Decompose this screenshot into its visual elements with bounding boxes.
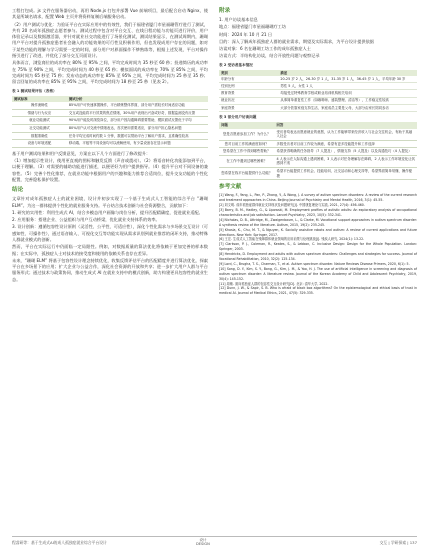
paragraph: 基于用户测试结果和用户反馈意见，方案在以下几个方面进行了修改提升：	[12, 150, 151, 156]
paragraph: 文章针对成年孤独症人士的就业困境，设计并初步实现了一个基于生成式人工智能的综合平台 “珊瑚 ELM”。为这一群体提供个性化的就业服务支持。平台结合技术创新与社会资源整合，贡献如下：	[12, 196, 208, 208]
table-header-cell: 回答	[274, 122, 417, 129]
table-caption: 表 3 部分用户访谈问题	[219, 114, 257, 119]
test-results-table	[12, 96, 208, 148]
table-row	[219, 83, 417, 90]
section-heading-appendix: 附录	[219, 8, 231, 14]
table-cell: 数据准确性	[12, 132, 67, 140]
appendix-line: 时间：2024 年 10 月 21 日	[219, 31, 273, 37]
paragraph: 具体而言，浏览商位的成功率在 80% 至 95% 之间，平均完成时间为 35 秒至 60 秒；投递简历的成功率在 75% 至 90% 之间，平均完成时间为 40 秒至 65 秒；模拟面试的成功率在 70% 至 85% 之间，平均完成时间为 65 秒至 75 秒；发布动态的成功率在 85% 至 95% 之间，平均完成时间为 25 秒至 35 秒；留言回复的成功率在 85% 至 95% 之间，平均完成时间为 18 秒至 25 秒（见表 2）。	[12, 60, 208, 85]
footer-logo-text: 设计	[199, 538, 207, 542]
table-cell: 大部分依靠家庭支持生活，家庭成员主要是父母，大部分由家长陪同参访	[278, 104, 417, 111]
reference-item: [10] Song, D. Y., Kim, S. Y., Bong, G., Kim, J. M., & Yoo, H. J. The use of artificial intelligence in screening and diagnosis of autism spectrum disorder: A literature review. Journal of the Korean Academy of Child and Adolescent Psychiatry, 2019, 30(4): 145-152.	[219, 266, 417, 281]
table-cell: 多数受访者对目前工作较为满意，希望有更多技能提升和工作选择	[274, 140, 417, 148]
table-cell: 在工作中遇到过哪些困难？	[219, 155, 274, 167]
appendix-line: 地点：福建省厦门市星福珊瑚疗工坊	[219, 24, 287, 30]
table-cell: 您是否愿意参加工作？为什么？	[219, 129, 274, 141]
table-row	[12, 124, 208, 132]
table-header-cell: 测试分析	[67, 96, 208, 103]
table-row	[219, 97, 417, 104]
paragraph: 2. 应用服务：搭建企业、公益组织与用户互动桥梁，优化就业支持体系的效率。	[12, 217, 160, 223]
table-caption: 表 1 测试结果评估（表格）	[12, 88, 57, 93]
table-row	[12, 140, 208, 148]
reference-item: [6] 王宏. 生成式人工智能在残障群体就业领域的应用前景与伦理挑战[J]. 残疾人研究, 2024(1): 13-22.	[219, 237, 365, 242]
table-row	[12, 109, 208, 117]
table-row	[219, 90, 417, 97]
appendix-line: 目的：深入了解成年孤独症人群的就业需求，期望及实际需求，为平台设计提供依据	[219, 38, 374, 44]
table-cell: 家庭背景	[219, 104, 278, 111]
table-row	[219, 168, 417, 180]
respondent-info-table	[219, 70, 417, 112]
table-cell: 4 人表示在人际沟通上遇到困难，3 人表示对任务理解存在障碍，2 人表示工作环境变化让其感到不适	[274, 155, 417, 167]
right-column	[219, 8, 417, 296]
table-header-cell: 描述	[278, 70, 417, 76]
table-cell: 操作流畅性	[12, 102, 67, 109]
table-cell: 您对目前工作的满意度如何？	[219, 140, 274, 148]
paragraph: （2）用户测试与优化：为验证平台在实际应用中的有效性，我们于福建省厦门市星福珊管疗进行了测试，共有 20 名成年孤独症志愿者参与。测试过程中包含对平台交互、在线日程功能与功能页进行评价，用户体验记录以及数据激活器，并针对就业社交功能进行了场景化测试，测试结果显示，在测试周期内，珊瑚用户平台对提升孤独症患者社会融入的功能效果的可行性及积极作用，但也发现成用户存在的问题，如对于某些功能的理解与学习需要一定的时间，部分用户对界面操作不够熟练等，根据上述发现，平台对操作指引进行了改进，并优化了部分交互页面设计。	[12, 21, 208, 59]
footer-logo-subtext: DESIGN	[196, 542, 210, 547]
paragraph: 3. 设计创新：遵循包容性设计原则（灵活性、公平性、可适应性），深化个性化需求与多场景交互设计（可感知性、可操作性），通过语音输入、可视化交互等功能实现从需求识别到就业推荐的闭环支持，推动特殊人群就业模式的创新。	[12, 224, 208, 242]
reference-item: [12] Dunn, J. W., & Sapir, S. B. Who is afraid of black box algorithms? On the epistemological and ethical basis of trust in medical AI. Journal of Medical Ethics, 2021, 47(5): 329-335.	[219, 286, 417, 296]
section-heading-references: 参考文献	[219, 184, 242, 191]
table-cell: 受访者均表达出愿意就业的意愿，认为工作能够带来经济收入与社会交往机会，有助于其融入社会	[274, 129, 417, 141]
table-row	[12, 117, 208, 125]
interview-questions-table	[219, 122, 417, 180]
paragraph: （1）增加提示性设计，使用更直观的图标和触发反馈（声音或震动）。（2）将语音转化功能添加到平台，以便于理解。（3）对需要的辅助功能进行描述，以便更好为用户提供指导。（4）提升平台对不同设备的兼容性。（5）完善个性化推荐，在就业功能中根据用户的兴趣和能力推荐合适岗位，提升交友功能的个性化配置，完善隐私保护设置。	[12, 158, 208, 182]
table-row	[219, 148, 417, 156]
table-cell: 年龄分布	[219, 76, 278, 83]
table-cell: 交互或没能将平行效果的焦虑情绪，30%用户表现出兴奋或好奇，数据监测没有反馈	[67, 109, 208, 117]
table-row	[219, 76, 417, 83]
table-cell: 设备与环境适配	[12, 140, 67, 148]
appendix-line: 访谈对象：6 名在珊瑚工坊工作的成年孤独症人士	[219, 46, 311, 52]
reference-item: [4] Nicholas, D. B., Attridge, M., Zwaigenbaum, L., & Clarke, M. Vocational support approaches in autism spectrum disorder: A synthesis review of the literature. Autism, 2015, 19(2): 235-245.	[219, 217, 417, 227]
reference-item: [9] Lord, C., Brugha, T. S., Charman, T., et al. Autism spectrum disorder. Nature Reviews Disease Primers, 2020, 6(1): 5.	[219, 261, 410, 266]
table-cell: 您希望在线平台能提供什么功能？	[219, 168, 274, 180]
table-row	[219, 104, 417, 111]
table-cell: 男性 5 人，女性 1 人	[278, 83, 417, 90]
paragraph: 未来，“珊瑚 ELM” 将基于包容性设计理念持续优化，收集反馈评估平台的匹配精度并进行算法优化，探索平台在多场景下的应用；扩大企业与公益合作，深化社会资源的开放和共享；进一步扩大用户人群与平台服务形式；通过技术与政策协同，推动生成式 AI 在就业支持中的模式创新，助力构建更具包容性的就业生态。	[12, 257, 208, 282]
table-cell: 任务平均完成时间约数 1 分钟，数据可以帮助平台了解用户需求，且准确性较高	[67, 132, 208, 140]
table-cell: 社交功能测试	[12, 124, 67, 132]
table-row	[12, 132, 208, 140]
reference-item: [8] Hendricks, D. Employment and adults with autism spectrum disorders: Challenges and strategies for success. Journal of Vocational Rehabilitation, 2010, 32(2): 125-134.	[219, 252, 417, 262]
table-cell: 移动端、平板等不同设备均可以流畅使用，有少量设备存在显示问题	[67, 140, 208, 148]
table-header-cell: 问题	[219, 122, 274, 129]
reference-item: [5] Khosla, K., Chu, M. T., & Nguyen, K. Socially assistive robots and autism: A review of current applications and future directions. New York: Springer, 2017.	[219, 227, 417, 237]
table-row	[219, 129, 417, 141]
footer-journal-logo	[196, 538, 210, 546]
table-cell: 希望获得明确的任务指导（7 人提及），情绪支持（5 人提及）以及沟通技巧（4 人提及）	[274, 148, 417, 156]
table-header-cell: 测试标准	[12, 96, 67, 103]
table-cell: 就业功能测试	[12, 117, 67, 125]
table-row	[219, 155, 417, 167]
reference-item: [3] Barry, B. M., Hadley, G., & Lipowski, M. Employment profiles of autistic adults: An exploratory analysis of occupational characteristics and job satisfaction. Lancet Psychiatry, 2023, 10(5): 332-341.	[219, 207, 417, 217]
table-row	[219, 140, 417, 148]
footer-article-title: 程睿研等：基于生成式AI的成人孤独症就业综合平台设计	[12, 540, 107, 545]
reference-item: [11] 周敏. 面向孤独症人群的包容性交互设计研究[D]. 北京: 清华大学, 2022.	[219, 281, 329, 286]
table-cell: 85%用户可快速掌握操作，平台精炼整体界面，部分用户需较长时间适应功能	[67, 102, 208, 109]
page-footer	[12, 536, 417, 547]
table-cell: 教育背景	[219, 90, 278, 97]
reference-item: [2] 刘文明. 成年孤独症群体就业支持现状及问题研究[J]. 中国康复理论与实践, 2021, 27(4): 456-460.	[219, 203, 365, 208]
table-cell: 80%用户认可交流中情绪表达，首次使用需要适应，部分用户担心隐私问题	[67, 124, 208, 132]
table-cell: 您希望在工作中得到哪些帮助？	[219, 148, 274, 156]
paragraph: 工程打包成。js 文件在服务器启动，再用 Node.js 打包并部署 Vue 前端项目，最后配合启动 Nginx，使其是所域名请求，配置 Web 主页并将资料复制后端服务启动。	[12, 8, 208, 20]
table-caption: 表 2 受访者基本情况	[219, 62, 253, 67]
section-heading-conclusion: 结论	[12, 187, 24, 194]
table-cell: 从事简单重复性工作（如咖啡师、盛装整理、清洁等），工作稳定性较高	[278, 97, 417, 104]
footer-page-number: 交互 | 学研探索 | 137	[379, 540, 417, 545]
table-header-cell: 类别	[219, 70, 278, 76]
reference-item: [1] Wang, F., Yang, L., Pan, P., Zhang, Y., & Wang, J. A survey of autism spectrum disorders: A review of the current research and treatment approaches in China. Beijing Journal of Psychiatry and Mental Health, 2016, 3(1): 45-55.	[219, 193, 417, 203]
table-cell: 均接受过特殊教育学校或职业培训机构相关培训	[278, 90, 417, 97]
paragraph: 1. 研究的实用性：利用生成式 AI，结合多模态用户画像与岗位分析，提升匹配精确度，促进就业适配。	[12, 209, 203, 215]
table-cell: 就业状况	[219, 97, 278, 104]
table-cell: 90%用户能及时浏览岗位，部分用户因沟通障碍需要帮助，模拟面试反馈优于平均	[67, 117, 208, 125]
table-cell: 希望平台能提供工作机会、技能培训、社交活动和心理支持等，希望界面简单易懂、操作便捷	[274, 168, 417, 180]
reference-list	[219, 193, 417, 296]
reference-item: [7] Clarkson, P. J., Coleman, R., Keates, S., & Lebbon, C. Inclusive Design: Design for the Whole Population. London: Springer, 2003.	[219, 242, 417, 252]
left-column	[12, 8, 208, 284]
paragraph: 然而，平台在实际运行中仍面临一定局限性。例如，对数据质量的算法优化将依赖于更加完善的样本数据；在实际中，孤独症人士对技术的接受度和使用的依赖关系也存在差异。	[12, 244, 208, 256]
table-cell: 20-25 岁 2 人，26-30 岁 1 人，31-35 岁 1 人，36-45 岁 1 人，平均年龄 30 岁	[278, 76, 417, 83]
table-row	[12, 102, 208, 109]
appendix-line: 1. 用户访谈基本信息	[219, 17, 258, 22]
table-cell: 性别比例	[219, 83, 278, 90]
table-cell: 情绪与行为反应	[12, 109, 67, 117]
appendix-line: 访谈方式：半结构化访谈，结合开放性问题与观察记录	[219, 53, 320, 59]
